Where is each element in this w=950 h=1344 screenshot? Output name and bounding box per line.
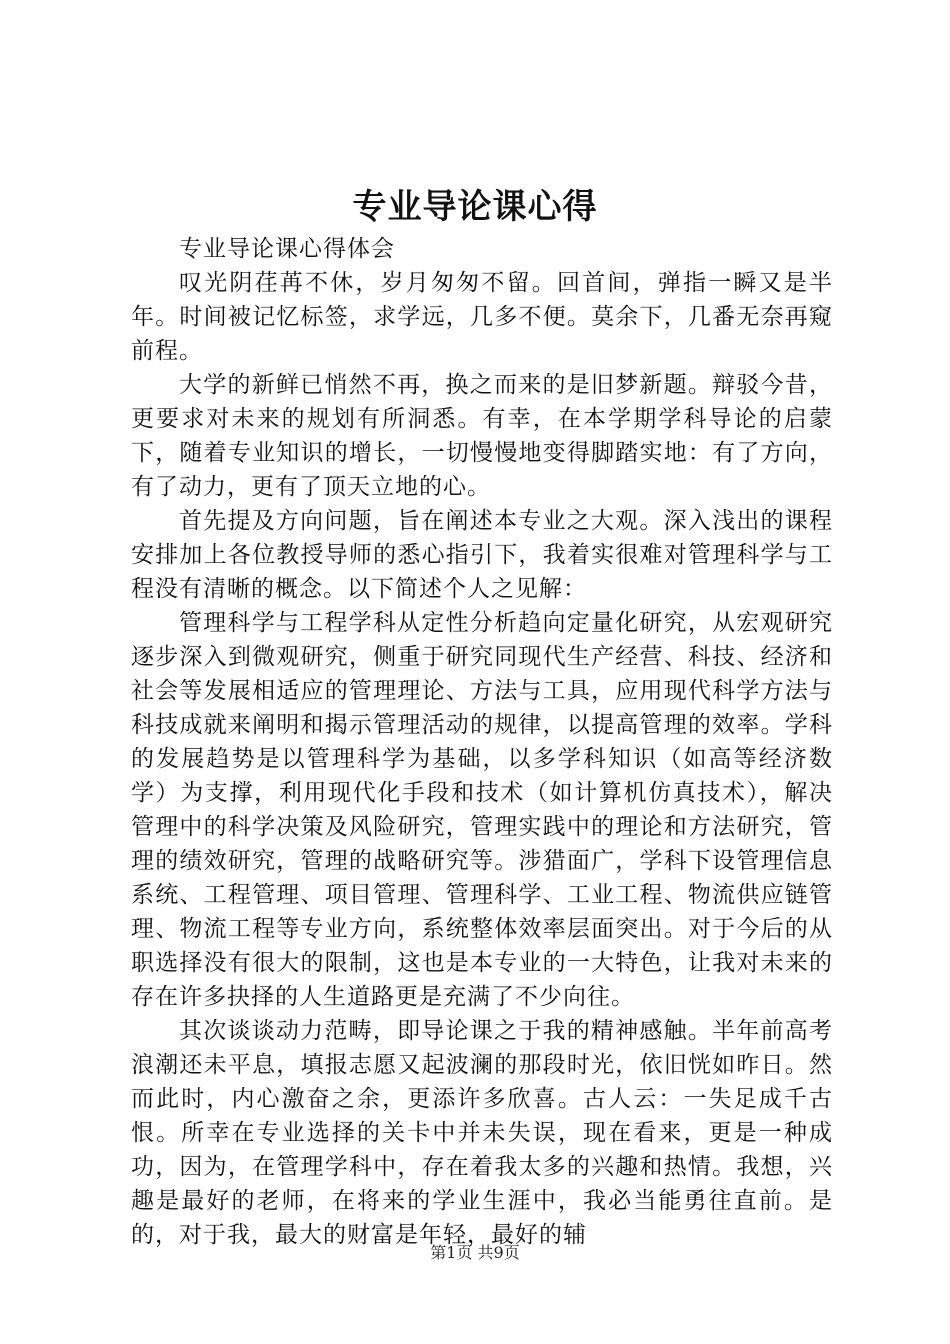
paragraph-1: 叹光阴荏苒不休，岁月匆匆不留。回首间，弹指一瞬又是半年。时间被记忆标签，求学远，几多不便。莫余下，几番无奈再窥前程。 — [131, 270, 833, 364]
paragraph-4: 管理科学与工程学科从定性分析趋向定量化研究，从宏观研究逐步深入到微观研究，侧重于研究同现代生产经营、科技、经济和社会等发展相适应的管理理论、方法与工具，应用现代科学方法与科技成就来阐明和揭示管理活动的规律，以提高管理的效率。学科的发展趋势是以管理科学为基础，以多学科知识（如高等经济数学）为支撑，利用现代化手段和技术（如计算机仿真技术），解决管理中的科学决策及风险研究，管理实践中的理论和方法研究，管理的绩效研究，管理的战略研究等。涉猎面广，学科下设管理信息系统、工程管理、项目管理、管理科学、工业工程、物流供应链管理、物流工程等专业方向，系统整体效率层面突出。对于今后的从职选择没有很大的限制，这也是本专业的一大特色，让我对未来的存在许多抉择的人生道路更是充满了不少向往。 — [131, 610, 833, 1010]
paragraph-3: 首先提及方向问题，旨在阐述本专业之大观。深入浅出的课程安排加上各位教授导师的悉心指引下，我着实很难对管理科学与工程没有清晰的概念。以下简述个人之见解： — [131, 508, 833, 602]
document-title: 专业导论课心得 — [352, 187, 598, 227]
paragraph-2: 大学的新鲜已悄然不再，换之而来的是旧梦新题。辩驳今昔，更要求对未来的规划有所洞悉。有幸，在本学期学科导论的启蒙下，随着专业知识的增长，一切慢慢地变得脚踏实地：有了方向，有了动力，更有了顶天立地的心。 — [131, 372, 833, 500]
document-subtitle: 专业导论课心得体会 — [179, 236, 395, 262]
page-number-footer: 第1页 共9页 — [430, 1243, 520, 1262]
paragraph-5: 其次谈谈动力范畴，即导论课之于我的精神感触。半年前高考浪潮还未平息，填报志愿又起波澜的那段时光，依旧恍如昨日。然而此时，内心激奋之余，更添许多欣喜。古人云：一失足成千古恨。所幸在专业选择的关卡中并未失误，现在看来，更是一种成功，因为，在管理学科中，存在着我太多的兴趣和热情。我想，兴趣是最好的老师，在将来的学业生涯中，我必当能勇往直前。是的，对于我，最大的财富是年轻，最好的辅 — [131, 1018, 833, 1248]
document-body — [131, 232, 833, 1252]
